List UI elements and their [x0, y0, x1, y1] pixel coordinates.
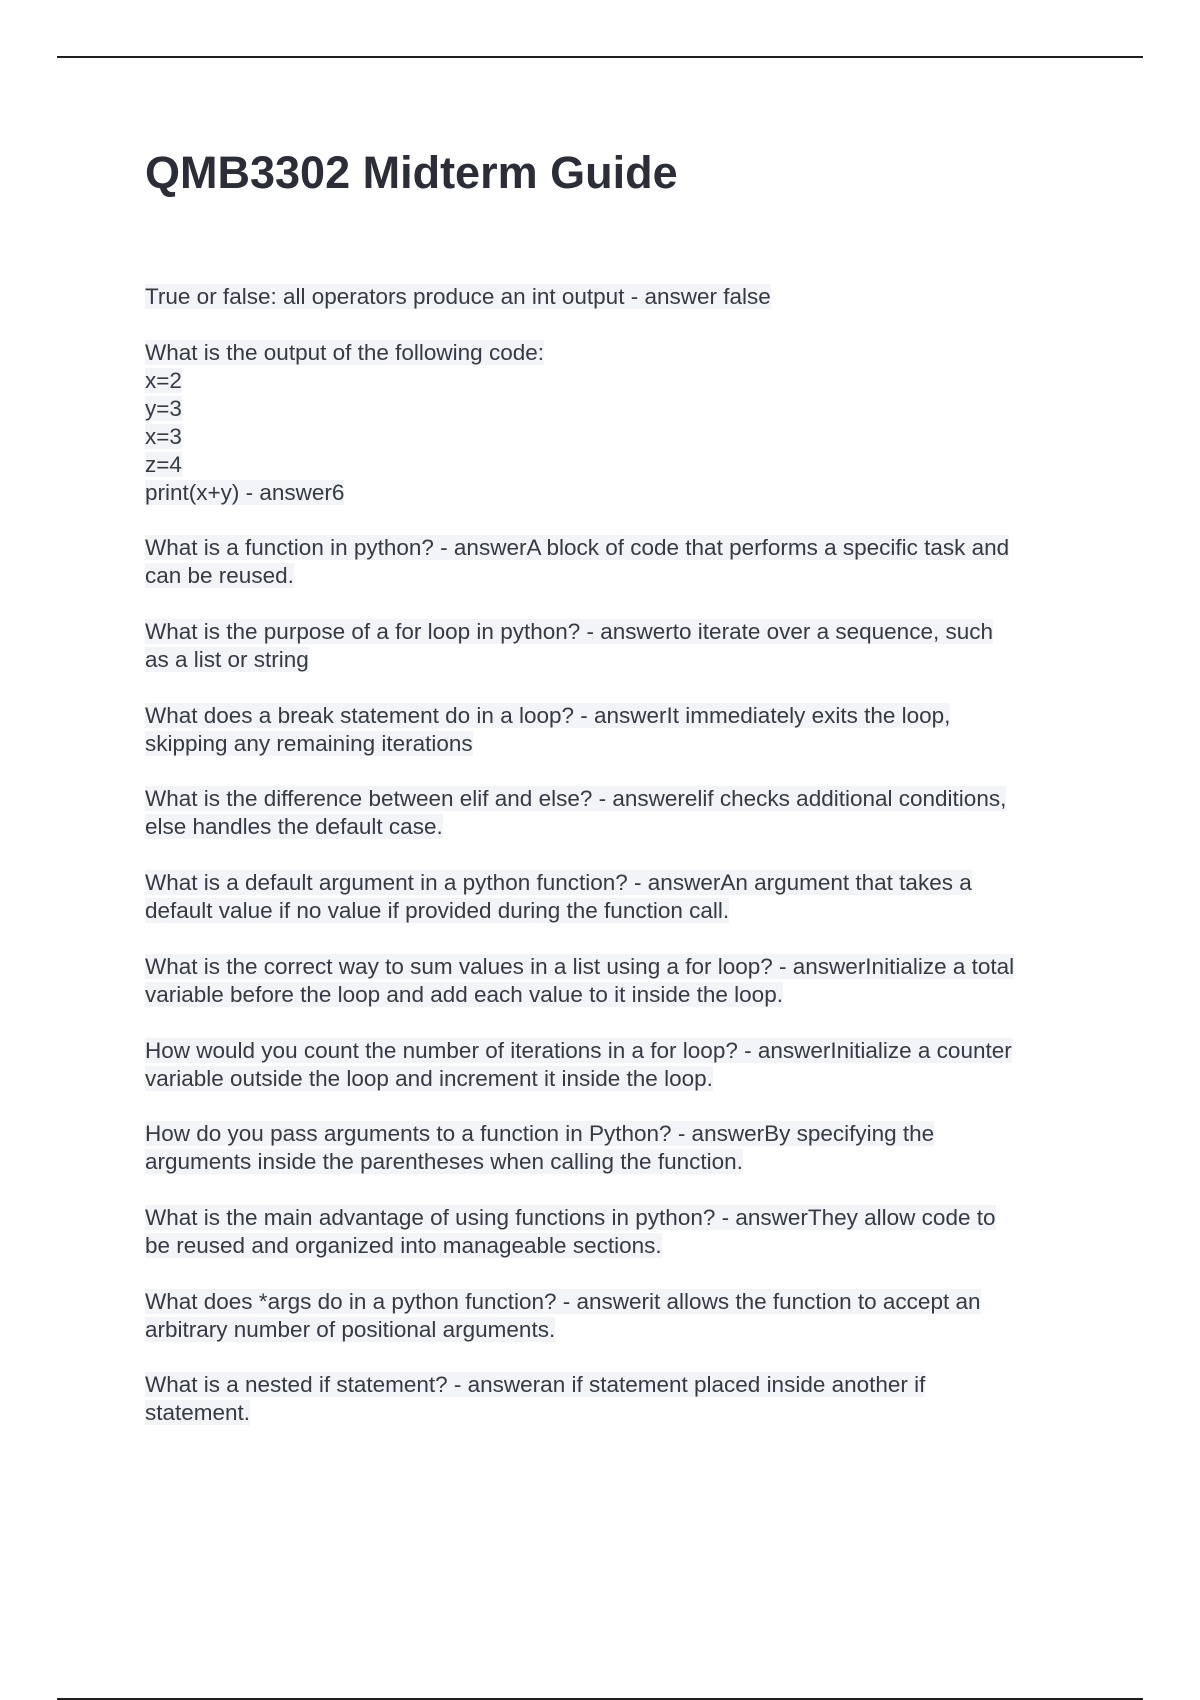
qa-line: [145, 730, 1080, 758]
qa-line-text: What does a break statement do in a loop? - answerIt immediately exits the loop,: [145, 702, 951, 728]
qa-line: [145, 1065, 1080, 1093]
qa-item: [145, 702, 1080, 758]
qa-line-text: variable before the loop and add each value to it inside the loop.: [145, 981, 783, 1007]
qa-line-text: else handles the default case.: [145, 814, 443, 840]
qa-line-text: variable outside the loop and increment it inside the loop.: [145, 1065, 713, 1091]
qa-line-text: statement.: [145, 1400, 251, 1426]
qa-item: [145, 1120, 1080, 1176]
qa-line: [145, 479, 1080, 507]
qa-item: [145, 785, 1080, 841]
qa-item: [145, 1204, 1080, 1260]
qa-line: [145, 423, 1080, 451]
qa-line: [145, 367, 1080, 395]
qa-line: [145, 1148, 1080, 1176]
qa-line: [145, 1232, 1080, 1260]
qa-item: [145, 1288, 1080, 1344]
qa-line: [145, 534, 1080, 562]
qa-line-text: x=2: [145, 367, 182, 393]
qa-line-text: y=3: [145, 395, 182, 421]
qa-line-text: What is the main advantage of using functions in python? - answerThey allow code to: [145, 1204, 996, 1230]
qa-line: [145, 897, 1080, 925]
qa-line-text: be reused and organized into manageable sections.: [145, 1232, 662, 1258]
qa-line: [145, 646, 1080, 674]
qa-line: [145, 395, 1080, 423]
qa-item: [145, 1371, 1080, 1427]
qa-line-text: default value if no value if provided during the function call.: [145, 898, 730, 924]
qa-line: [145, 702, 1080, 730]
qa-line-text: What is a default argument in a python function? - answerAn argument that takes a: [145, 870, 972, 896]
qa-line: [145, 1316, 1080, 1344]
qa-line: [145, 451, 1080, 479]
top-rule: [57, 56, 1143, 58]
qa-line-text: skipping any remaining iterations: [145, 730, 473, 756]
qa-line: [145, 618, 1080, 646]
qa-line: [145, 1037, 1080, 1065]
qa-line-text: arbitrary number of positional arguments.: [145, 1316, 556, 1342]
qa-item: [145, 869, 1080, 925]
page-title: QMB3302 Midterm Guide: [145, 147, 678, 198]
qa-line-text: What is the output of the following code:: [145, 339, 544, 365]
qa-line: [145, 813, 1080, 841]
qa-item: [145, 1037, 1080, 1093]
qa-line-text: What is a nested if statement? - answeran if statement placed inside another if: [145, 1372, 926, 1398]
qa-item: [145, 618, 1080, 674]
qa-line: [145, 869, 1080, 897]
qa-line-text: How would you count the number of iterations in a for loop? - answerInitialize a counter: [145, 1037, 1012, 1063]
qa-line: [145, 283, 1080, 311]
qa-item: [145, 534, 1080, 590]
qa-line: [145, 1120, 1080, 1148]
qa-line-text: x=3: [145, 423, 182, 449]
qa-line-text: print(x+y) - answer6: [145, 479, 345, 505]
qa-item: [145, 339, 1080, 507]
qa-line: [145, 1288, 1080, 1316]
qa-line: [145, 1399, 1080, 1427]
qa-line: [145, 1204, 1080, 1232]
qa-line: [145, 953, 1080, 981]
qa-line-text: How do you pass arguments to a function in Python? - answerBy specifying the: [145, 1121, 935, 1147]
qa-line: [145, 562, 1080, 590]
qa-line-text: What is the purpose of a for loop in python? - answerto iterate over a sequence, such: [145, 619, 993, 645]
qa-item: [145, 283, 1080, 311]
qa-line-text: z=4: [145, 451, 182, 477]
qa-line-text: What is the difference between elif and else? - answerelif checks additional conditions,: [145, 786, 1007, 812]
qa-line: [145, 981, 1080, 1009]
qa-line-text: What does *args do in a python function? - answerit allows the function to accept an: [145, 1288, 981, 1314]
qa-line-text: arguments inside the parentheses when calling the function.: [145, 1149, 743, 1175]
qa-line-text: What is a function in python? - answerA block of code that performs a specific task and: [145, 535, 1010, 561]
qa-line-text: as a list or string: [145, 647, 309, 673]
qa-line-text: What is the correct way to sum values in a list using a for loop? - answerInitialize a total: [145, 953, 1015, 979]
qa-line-text: True or false: all operators produce an int output - answer false: [145, 284, 771, 309]
qa-list: [145, 283, 1080, 1455]
qa-line: [145, 339, 1080, 367]
qa-line: [145, 785, 1080, 813]
qa-line: [145, 1371, 1080, 1399]
qa-item: [145, 953, 1080, 1009]
qa-line-text: can be reused.: [145, 563, 294, 589]
